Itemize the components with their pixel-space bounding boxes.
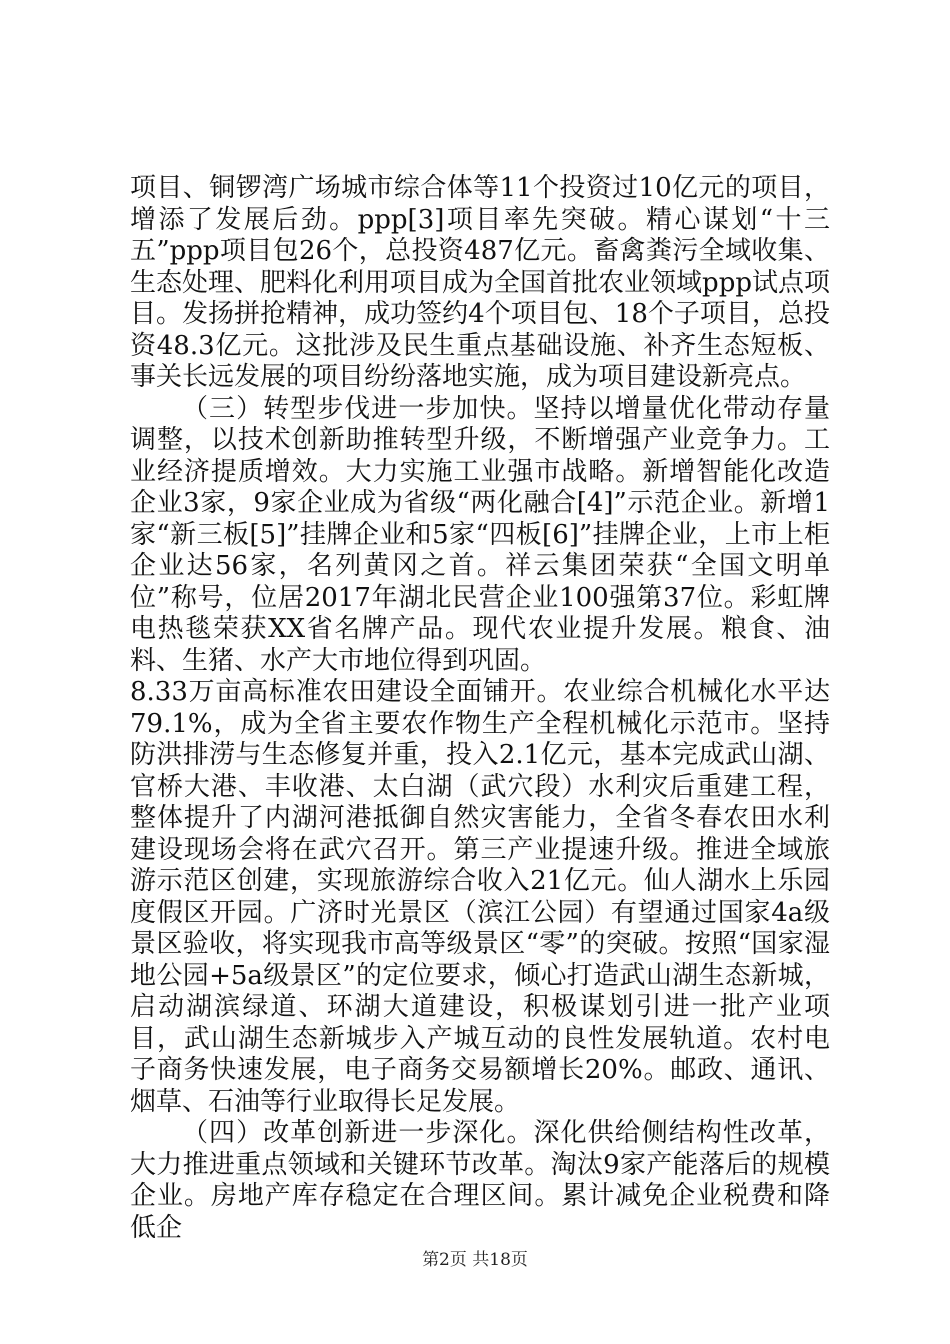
body-text bbox=[130, 173, 830, 1244]
paragraph-projects: 项目、铜锣湾广场城市综合体等11个投资过10亿元的项目，增添了发展后劲。ppp[3]项目率先突破。精心谋划“十三五”ppp项目包26个，总投资487亿元。畜禽粪污全域收集、生态处理、肥料化利用项目成为全国首批农业领域ppp试点项目。发扬拼抢精神，成功签约4个项目包、18个子项目，总投资48.3亿元。这批涉及民生重点基础设施、补齐生态短板、事关长远发展的项目纷纷落地实施，成为项目建设新亮点。 bbox=[130, 173, 830, 392]
page-number-footer: 第2页 共18页 bbox=[422, 1250, 528, 1270]
paragraph-reform: （四）改革创新进一步深化。深化供给侧结构性改革，大力推进重点领域和关键环节改革。淘汰9家产能落后的规模企业。房地产库存稳定在合理区间。累计减免企业税费和降低企 bbox=[130, 1118, 830, 1243]
paragraph-transformation: （三）转型步伐进一步加快。坚持以增量优化带动存量调整，以技术创新助推转型升级，不断增强产业竞争力。工业经济提质增效。大力实施工业强市战略。新增智能化改造企业3家，9家企业成为省级“两化融合[4]”示范企业。新增1家“新三板[5]”挂牌企业和5家“四板[6]”挂牌企业，上市上柜企业达56家，名列黄冈之首。祥云集团荣获“全国文明单位”称号，位居2017年湖北民营企业100强第37位。彩虹牌电热毯荣获XX省名牌产品。现代农业提升发展。粮食、油料、生猪、水产大市地位得到巩固。 bbox=[130, 393, 830, 676]
paragraph-agriculture: 8.33万亩高标准农田建设全面铺开。农业综合机械化水平达79.1%，成为全省主要农作物生产全程机械化示范市。坚持防洪排涝与生态修复并重，投入2.1亿元，基本完成武山湖、官桥大港、丰收港、太白湖（武穴段）水利灾后重建工程，整体提升了内湖河港抵御自然灾害能力，全省冬春农田水利建设现场会将在武穴召开。第三产业提速升级。推进全域旅游示范区创建，实现旅游综合收入21亿元。仙人湖水上乐园度假区开园。广济时光景区（滨江公园）有望通过国家4a级景区验收，将实现我市高等级景区“零”的突破。按照“国家湿地公园+5a级景区”的定位要求，倾心打造武山湖生态新城，启动湖滨绿道、环湖大道建设，积极谋划引进一批产业项目，武山湖生态新城步入产城互动的良性发展轨道。农村电子商务快速发展，电子商务交易额增长20%。邮政、通讯、烟草、石油等行业取得长足发展。 bbox=[130, 677, 830, 1117]
